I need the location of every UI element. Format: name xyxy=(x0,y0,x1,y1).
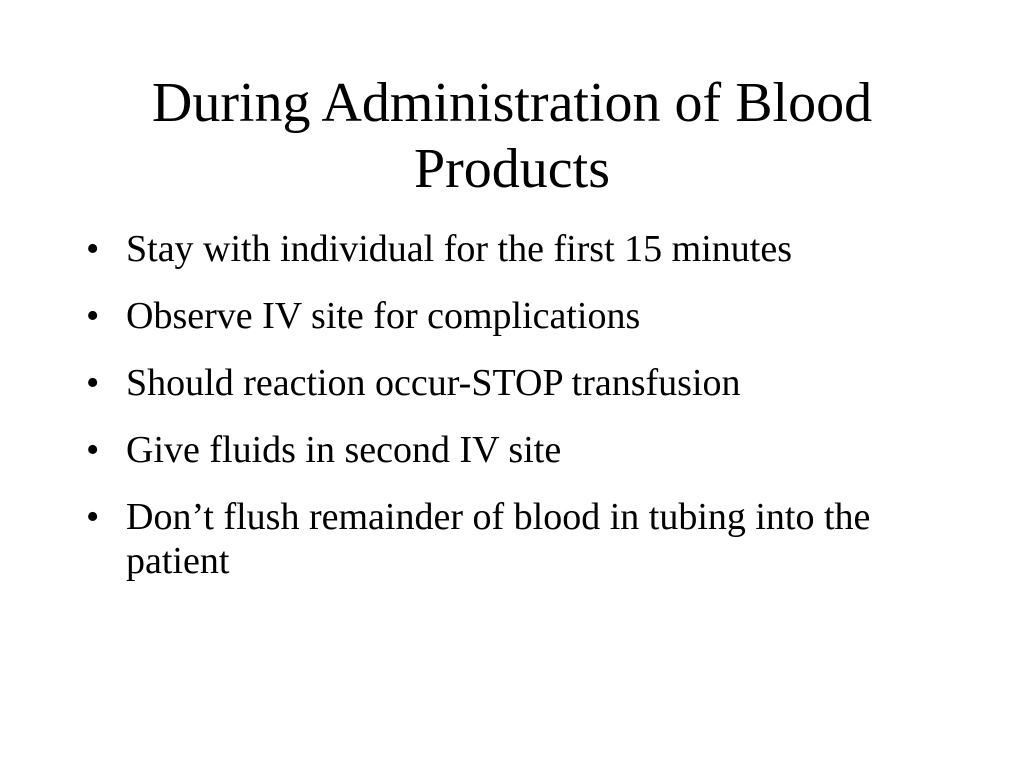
bullet-text: Don’t flush remainder of blood in tubing into the patient xyxy=(126,496,871,582)
bullet-icon: • xyxy=(86,228,100,270)
bullet-item xyxy=(86,361,966,405)
bullet-text: Stay with individual for the first 15 minutes xyxy=(126,228,792,270)
bullet-icon: • xyxy=(86,295,100,337)
bullet-item xyxy=(86,428,966,472)
bullet-item xyxy=(86,495,966,583)
bullet-icon: • xyxy=(86,429,100,471)
bullet-text: Should reaction occur-STOP transfusion xyxy=(126,362,741,404)
bullet-list xyxy=(86,227,966,606)
slide-title: During Administration of Blood Products xyxy=(151,72,873,200)
bullet-icon: • xyxy=(86,362,100,404)
bullet-item xyxy=(86,227,966,271)
bullet-item xyxy=(86,294,966,338)
bullet-text: Observe IV site for complications xyxy=(126,295,641,337)
bullet-icon: • xyxy=(86,496,100,538)
bullet-text: Give fluids in second IV site xyxy=(126,429,562,471)
